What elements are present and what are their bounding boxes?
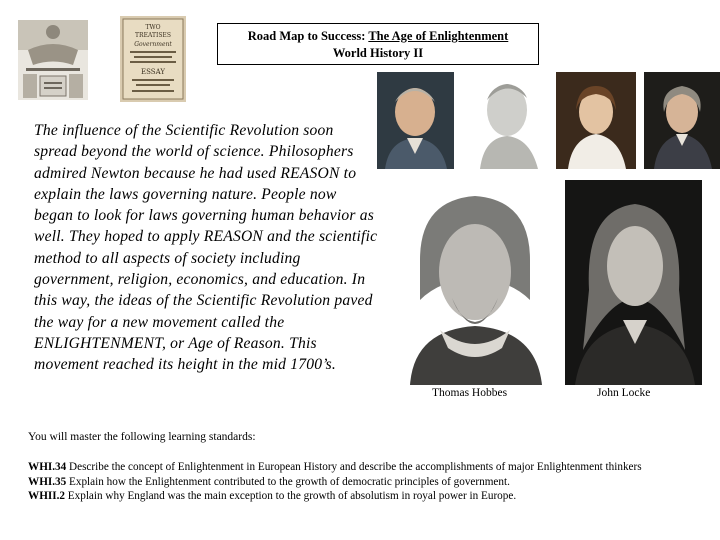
page-subtitle: World History II	[332, 46, 424, 60]
standard-text: Describe the concept of Enlightenment in European History and describe the accomplishments of major Enlightenment thinkers	[69, 461, 642, 473]
portrait-montesquieu	[462, 72, 548, 169]
standard-code: WHI.34	[28, 461, 67, 473]
standard-code: WHII.2	[28, 490, 65, 502]
treatise-text-essay: ESSAY	[141, 68, 165, 76]
title-prefix: Road Map to Success:	[247, 29, 366, 43]
standard-text: Explain how the Enlightenment contributed to the growth of democratic principles of government.	[69, 475, 510, 488]
intro-paragraph: The influence of the Scientific Revolution soon spread beyond the world of science. Philosophers admired Newton because he had used REASON to explain the laws governing nature. People now began to look for laws governing human behavior as well. They hoped to apply REASON and the scientific method to all aspects of society including government, religion, economics, and education. In this way, the ideas of the Scientific Revolution paved the way for a new movement called the ENLIGHTENMENT, or Age of Reason. This movement reached its height in the mid 1700’s.	[34, 122, 378, 374]
portrait-locke	[565, 180, 702, 385]
portrait-wollstonecraft	[556, 72, 636, 169]
title-underlined: The Age of Enlightenment	[368, 29, 509, 43]
standard-item	[28, 475, 688, 490]
treatise-text-government: Government	[134, 41, 172, 48]
title-box	[217, 23, 539, 65]
leviathan-image	[18, 20, 88, 100]
standards-list	[28, 460, 688, 504]
caption-locke: John Locke	[597, 387, 651, 399]
standard-code: WHI.35	[28, 475, 67, 488]
portrait-hobbes	[390, 180, 560, 385]
standard-text: Explain why England was the main exception to the growth of absolutism in royal power in Europe.	[67, 490, 517, 502]
treatise-text-two: TWO	[145, 24, 161, 31]
page-title	[218, 28, 538, 45]
standards-intro: You will master the following learning standards:	[28, 431, 256, 443]
standard-item	[28, 489, 688, 504]
caption-hobbes: Thomas Hobbes	[432, 387, 508, 399]
portrait-voltaire	[644, 72, 720, 169]
portrait-diderot	[377, 72, 454, 169]
treatise-title-page-image	[120, 16, 186, 102]
standard-item	[28, 460, 688, 475]
treatise-text-title: TREATISES	[135, 32, 171, 39]
